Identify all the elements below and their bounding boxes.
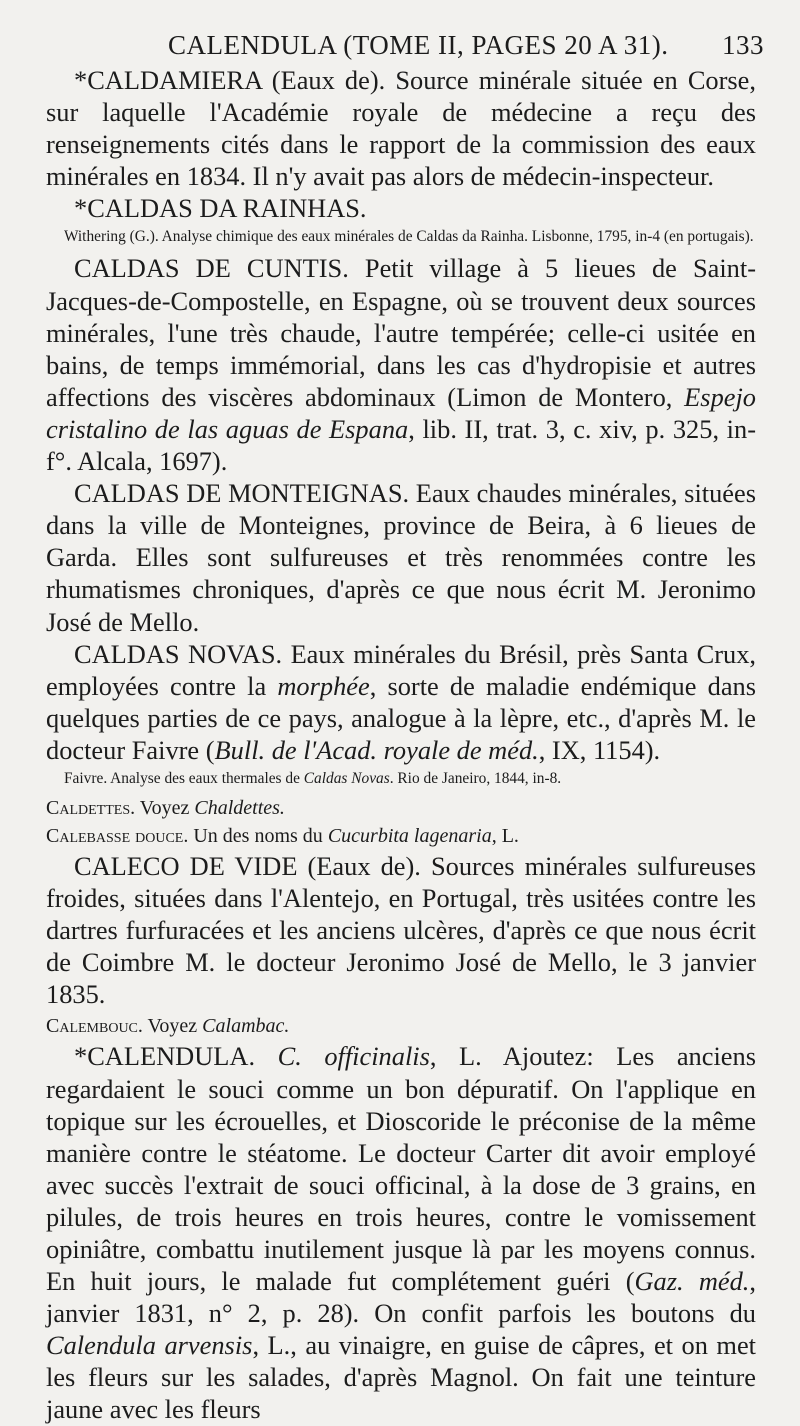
entry-headword: Calebasse douce. [46, 824, 189, 847]
entry-headword: Caldettes. [46, 796, 136, 819]
entry-caldettes [46, 794, 756, 822]
note-text: . Rio de Janeiro, 1844, in-8. [389, 769, 562, 787]
entry-text: , lib. II, trat. 3, c. xiv, p. 325, in-f°. Alcala, 1697). [46, 413, 756, 477]
entry-italic: C. officinalis [255, 1041, 430, 1072]
entry-text: , sorte de maladie endémique dans quelques parties de ce pays, analogue à la lèpre, etc., d'après M. le docteur Faivre ( [46, 670, 756, 765]
entry-text: , L. [491, 824, 519, 847]
entry-caldas-monteignas [46, 477, 756, 637]
entry-text: Eaux minérales du Brésil, près Santa Crux, employées contre la [46, 638, 757, 701]
entry-text: , IX, 1154). [538, 734, 661, 765]
entry-headword: CALECO DE VIDE [74, 850, 298, 881]
entry-text: , janvier 1831, n° 2, p. 28). On confit parfois les boutons du [46, 1266, 756, 1329]
page-number: 133 [722, 30, 764, 60]
entry-italic: Calendula arvensis [46, 1330, 253, 1361]
entry-headword: Calembouc. [46, 1015, 143, 1038]
entry-calebasse [46, 822, 756, 850]
entry-text: Petit village à 5 lieues de Saint-Jacques-de-Compostelle, en Espagne, où se trouvent deux sources minérales, l'une très chaude, l'autre tempérée; celle-ci usitée en bains, de temps immémorial, dans les cas d'hydropisie et autres affections des viscères abdominaux (Limon de Montero, [46, 253, 756, 412]
page-body [46, 64, 756, 1426]
entry-text: (Eaux de). Sources minérales sulfureuses froides, situées dans l'Alentejo, en Portugal, très usitées contre les dartres furfuracées et les anciens ulcères, d'après ce que nous écrit de Coimbre M. le docteur Jeronimo José de Mello, le 3 janvier 1835. [46, 850, 756, 1010]
note-italic: Caldas Novas [303, 769, 390, 787]
entry-italic: Bull. de l'Acad. royale de méd. [214, 734, 539, 765]
entry-caldamiera [46, 64, 756, 192]
entry-text: Eaux chaudes minérales, situées dans la ville de Monteignes, province de Beira, à 6 lieues de Garda. Elles sont sulfureuses et très renommées contre les rhumatismes chroniques, d'après ce que nous écrit M. Jeronimo José de Mello. [46, 478, 757, 637]
entry-text: (Eaux de). Source minérale située en Corse, sur laquelle l'Académie royale de médecine a reçu des renseignements cités dans le rapport de la commission des eaux minérales en 1834. Il n'y avait pas alors de médecin-inspecteur. [46, 65, 756, 192]
entry-italic: Gaz. méd. [634, 1266, 750, 1297]
entry-text: , L. Ajoutez: Les anciens regardaient le souci comme un bon dépuratif. On l'applique en topique sur les écrouelles, et Dioscoride le préconise de la même manière contre le stéatome. Le docteur Carter dit avoir employé avec succès l'extrait de souci officinal, à la dose de 3 grains, en pilules, de trois heures en trois heures, contre le vomissement opiniâtre, combattu inutilement jusque là par les moyens connus. En huit jours, le malade fut complétement guéri ( [46, 1041, 756, 1297]
entry-italic-title: Espejo cristalino de las aguas de Espana [46, 381, 756, 444]
entry-cross-reference: Chaldettes. [194, 796, 285, 819]
entry-cross-reference: Calambac. [202, 1015, 290, 1038]
note-text: Withering (G.). Analyse chimique des eaux minérales de Caldas da Rainha. Lisbonne, 1795, in-4 (en portugais). [64, 228, 754, 246]
entry-headword: CALDAS DE CUNTIS. [74, 253, 349, 284]
entry-calembouc [46, 1012, 756, 1040]
entry-calendula [46, 1040, 756, 1425]
entry-caldas-rainhas [46, 192, 756, 224]
entry-caleco [46, 850, 756, 1010]
entry-headword: *CALENDULA. [74, 1041, 256, 1072]
entry-caldas-cuntis [46, 252, 756, 477]
running-title: CALENDULA (TOME II, PAGES 20 A 31). [168, 30, 669, 60]
entry-headword: *CALDAS DA RAINHAS. [74, 193, 367, 224]
note-text: Faivre. Analyse des eaux thermales de [64, 769, 304, 787]
entry-italic: morphée [277, 670, 370, 701]
entry-headword: CALDAS NOVAS. [74, 638, 283, 669]
bibliographic-note [46, 227, 756, 247]
entry-text: , L., au vinaigre, en guise de câpres, et on met les fleurs sur les salades, d'après Magnol. On fait une teinture jaune avec les fleurs [46, 1330, 757, 1425]
entry-text: Voyez [142, 1015, 203, 1038]
running-header [40, 30, 764, 66]
bibliographic-note [46, 769, 756, 789]
entry-text: Voyez [135, 796, 195, 819]
entry-caldas-novas [46, 638, 756, 766]
entry-headword: *CALDAMIERA [74, 65, 262, 95]
entry-headword: CALDAS DE MONTEIGNAS. [74, 478, 410, 509]
entry-italic: Cucurbita lagenaria [327, 824, 492, 847]
entry-text: Un des noms du [188, 824, 328, 847]
